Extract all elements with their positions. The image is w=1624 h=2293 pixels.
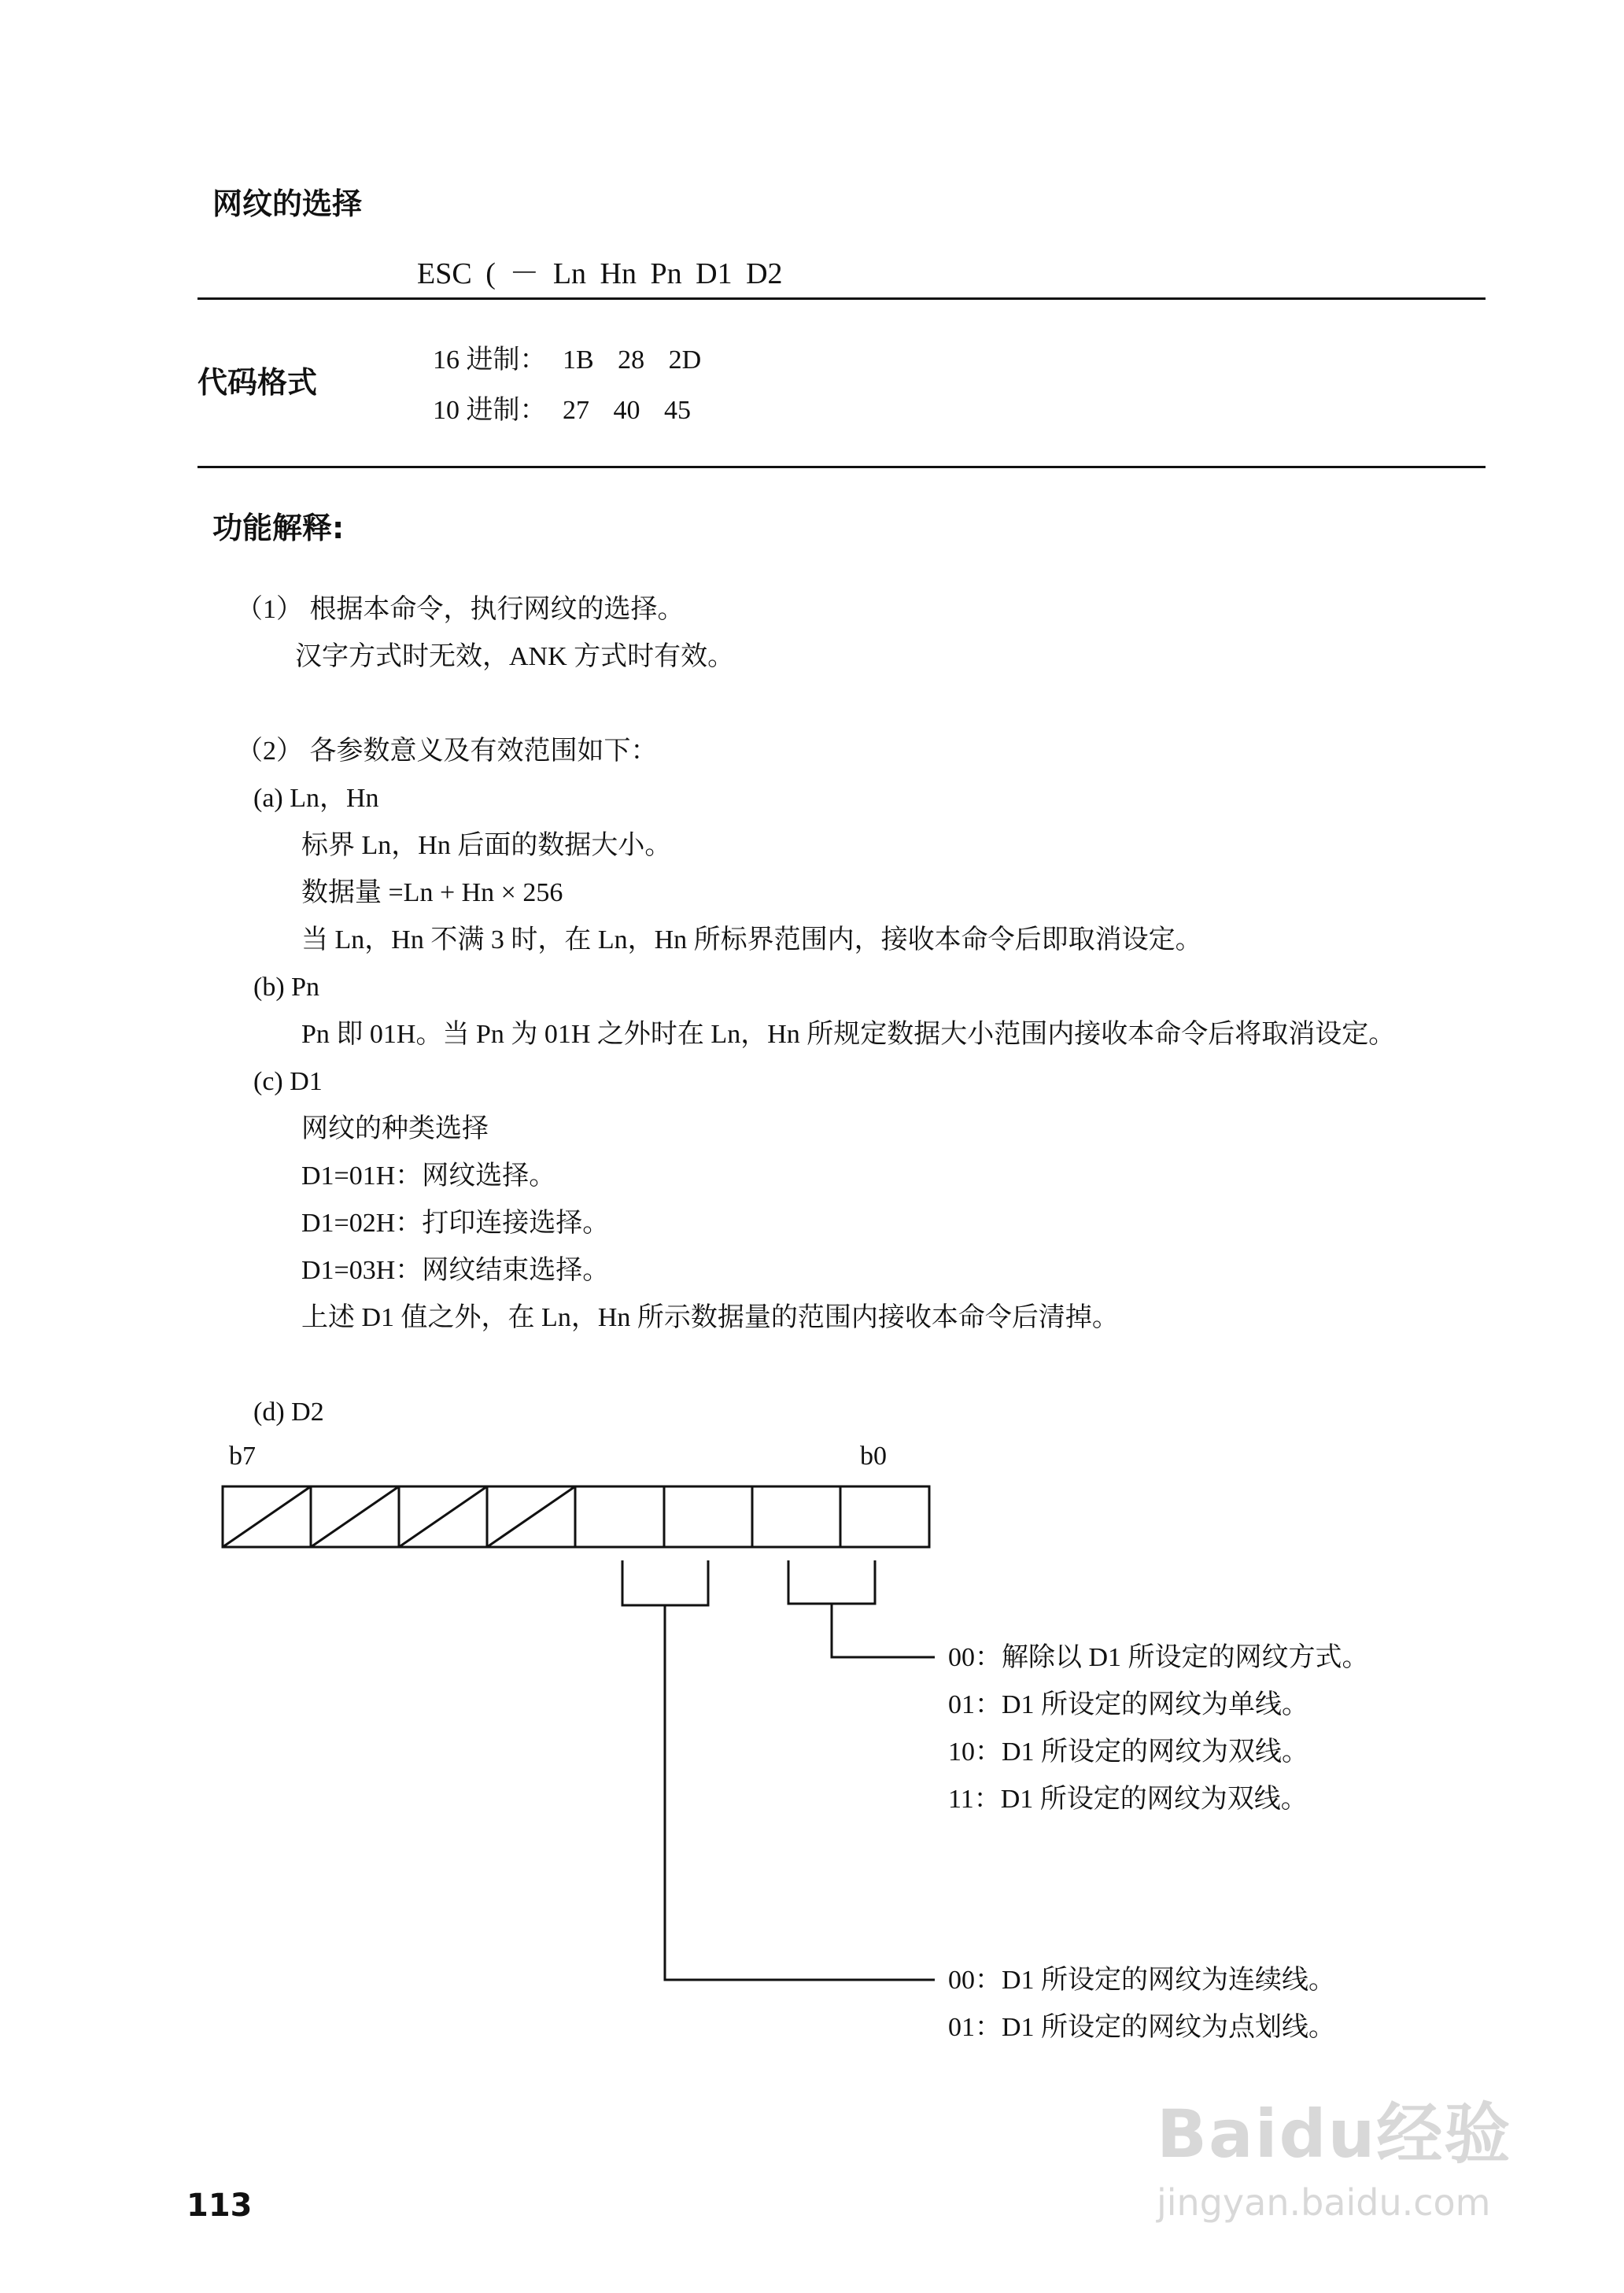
- page-number: 113: [186, 2188, 253, 2224]
- item-a-head: (a) Ln，Hn: [253, 784, 379, 813]
- item-c-line: 网纹的种类选择: [301, 1114, 489, 1143]
- bracket-high-bits: [622, 1560, 708, 1605]
- para1-line2: 汉字方式时无效，ANK 方式时有效。: [295, 642, 735, 671]
- bit-label-b7: b7: [229, 1442, 256, 1471]
- unused-bit-hatch: [311, 1486, 399, 1547]
- watermark-url: jingyan.baidu.com: [1157, 2181, 1491, 2224]
- low-bits-option: 00：解除以 D1 所设定的网纹方式。: [948, 1643, 1369, 1672]
- unused-bit-hatch: [223, 1486, 311, 1547]
- dec-values: 27 40 45: [563, 396, 691, 425]
- unused-bit-hatch: [399, 1486, 487, 1547]
- low-bits-option: 11：D1 所设定的网纹为双线。: [948, 1785, 1308, 1814]
- para2-intro: （2） 各参数意义及有效范围如下：: [236, 737, 658, 766]
- unused-bit-hatch: [487, 1486, 575, 1547]
- item-c-line: D1=01H：网纹选择。: [301, 1161, 556, 1191]
- hex-label: 16 进制：: [433, 345, 547, 375]
- connector-high-bits: [665, 1605, 935, 1980]
- bracket-low-bits: [788, 1560, 875, 1604]
- high-bits-option: 01：D1 所设定的网纹为点划线。: [948, 2013, 1336, 2042]
- item-b-line: Pn 即 01H。当 Pn 为 01H 之外时在 Ln，Hn 所规定数据大小范围内接收本命令后将取消设定。: [301, 1020, 1396, 1049]
- item-b-head: (b) Pn: [253, 973, 320, 1002]
- dec-label: 10 进制：: [433, 396, 547, 425]
- hex-values: 1B 28 2D: [563, 345, 702, 375]
- item-a-line: 标界 Ln，Hn 后面的数据大小。: [301, 831, 672, 860]
- watermark-logo: Baidu经验: [1157, 2095, 1512, 2173]
- item-a-line: 当 Ln，Hn 不满 3 时，在 Ln，Hn 所标界范围内，接收本命令后即取消设定。: [301, 925, 1202, 954]
- bit-label-b0: b0: [860, 1442, 887, 1471]
- connector-low-bits: [832, 1604, 935, 1657]
- item-a-line: 数据量 =Ln + Hn × 256: [301, 878, 563, 907]
- command-syntax: ESC ( － Ln Hn Pn D1 D2: [417, 257, 783, 290]
- item-d-head: (d) D2: [253, 1398, 324, 1427]
- low-bits-option: 01：D1 所设定的网纹为单线。: [948, 1690, 1309, 1719]
- high-bits-option: 00：D1 所设定的网纹为连续线。: [948, 1966, 1336, 1995]
- item-c-head: (c) D1: [253, 1067, 323, 1096]
- code-format-label: 代码格式: [197, 365, 318, 400]
- item-c-line: D1=02H：打印连接选择。: [301, 1209, 610, 1238]
- section-title: 网纹的选择: [212, 186, 363, 221]
- function-heading: 功能解释:: [212, 511, 345, 545]
- item-c-line: D1=03H：网纹结束选择。: [301, 1256, 610, 1285]
- low-bits-option: 10：D1 所设定的网纹为双线。: [948, 1737, 1309, 1767]
- para1-line1: （1） 根据本命令，执行网纹的选择。: [236, 595, 685, 624]
- item-c-line: 上述 D1 值之外，在 Ln，Hn 所示数据量的范围内接收本命令后清掉。: [301, 1303, 1119, 1332]
